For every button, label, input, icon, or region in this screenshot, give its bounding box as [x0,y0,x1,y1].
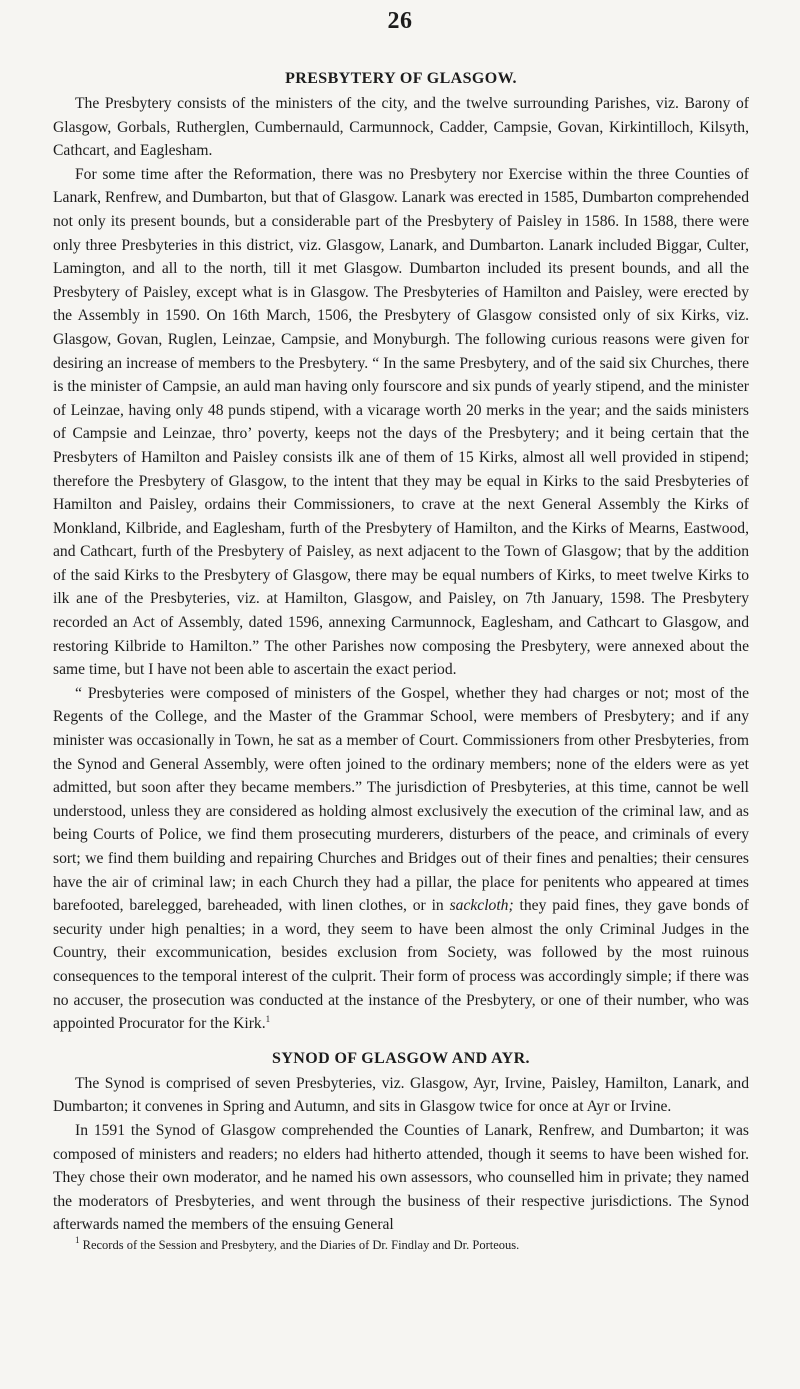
synod-title: SYNOD OF GLASGOW AND AYR. [272,1049,530,1067]
quote-text-part-1: “ Presbyteries were composed of ministers of the Gospel, whether they had charges or not; most of the Regents of the College, and the Master of the Grammar School, were members of Presbytery; and if any minister was occasionally in Town, he sat as a member of Court. Commissioners from other Presbyteries, from the Synod and General Assembly, were often joined to the ordinary members; none of the elders were as yet admitted, but soon after they became members.” The jurisdiction of Presbyteries, at this time, cannot be well understood, unless they are considered as holding almost exclusively the execution of the criminal law, and as being Courts of Police, we find them prosecuting murderers, disturbers of the peace, and criminals of every sort; we find them building and repairing Churches and Bridges out of their fines and penalties; their censures have the air of criminal law; in each Church they had a pillar, the place for penitents who appeared at times barefooted, barelegged, bareheaded, with linen clothes, or in [53,684,749,915]
footnote-marker: 1 [75,1234,80,1245]
synod-paragraph-1: The Synod is comprised of seven Presbyteries, viz. Glasgow, Ayr, Irvine, Paisley, Hamilton, Lanark, and Dumbarton; it convenes in Spring and Autumn, and sits in Glasgow twice for once at Ayr or Irvine. [53,1074,749,1116]
presbytery-paragraph-1: The Presbytery consists of the ministers of the city, and the twelve surrounding Parishes, viz. Barony of Glasgow, Gorbals, Rutherglen, Cumbernauld, Carmunnock, Cadder, Campsie, Govan, Kirkintilloch, Kilsyth, Cathcart, and Eaglesham. [53,95,749,160]
presbytery-title: PRESBYTERY OF GLASGOW. [285,70,517,87]
footnote-reference: 1 [265,1014,271,1025]
footnote-text: Records of the Session and Presbytery, and the Diaries of Dr. Findlay and Dr. Porteous. [82,1237,520,1252]
synod-paragraph-2: In 1591 the Synod of Glasgow comprehended the Counties of Lanark, Renfrew, and Dumbarton; it was composed of ministers and readers; no elders had hitherto attended, though it seems to have been wished for. They chose their own moderator, and he named his own assessors, who counselled him in private; they named the moderators of Presbyteries, and went through the business of their respective jurisdictions. The Synod afterwards named the members of the ensuing General [53,1121,749,1234]
quote-text-part-2: they paid fines, they gave bonds of security under high penalties; in a word, they seem to have been almost the only Criminal Judges in the Country, their excommunication, besides exclusion from Society, was followed by the most ruinous consequences to the temporal interest of the culprit. Their form of process was accordingly simple; if there was no accuser, the prosecution was conducted at the instance of the Presbytery, or one of their number, who was appointed Procurator for the Kirk. [53,897,749,1033]
footnote [53,1234,749,1254]
presbytery-paragraph-2: For some time after the Reformation, there was no Presbytery nor Exercise within the three Counties of Lanark, Renfrew, and Dumbarton, but that of Glasgow. Lanark was erected in 1585, Dumbarton comprehended not only its present bounds, but a considerable part of the Presbytery of Paisley in 1586. In 1588, there were only three Presbyteries in this district, viz. Glasgow, Lanark, and Dumbarton. Lanark included Biggar, Culter, Lamington, and all to the north, till it met Glasgow. Dumbarton included its present bounds, and all the Presbytery of Paisley, except what is in Glasgow. The Presbyteries of Hamilton and Paisley, were erected by the Assembly in 1590. On 16th March, 1506, the Presbytery of Glasgow consisted only of six Kirks, viz. Glasgow, Govan, Ruglen, Leinzae, Campsie, and Monyburgh. The following curious reasons were given for desiring an increase of members to the Presbytery. “ In the same Presbytery, and of the said six Churches, there is the minister of Campsie, an auld man having only fourscore and six punds of yearly stipend, and the minister of Leinzae, having only 48 punds stipend, with a vicarage worth 20 merks in the year; and the saids ministers of Campsie and Leinzae, thro’ poverty, keeps not the days of the Presbytery; and it being certain that the Presbyters of Hamilton and Paisley consists ilk ane of them of 15 Kirks, almost all well provided in stipend; therefore the Presbytery of Glasgow, to the intent that they may be equal in Kirks to the said Presbyteries of Hamilton and Paisley, ordains their Commissioners, to crave at the next General Assembly the Kirks of Monkland, Kilbride, and Eaglesham, furth of the Presbytery of Hamilton, and the Kirks of Mearns, Eastwood, and Cathcart, furth of the Presbytery of Paisley, as next adjacent to the Town of Glasgow; that by the addition of the said Kirks to the Presbytery of Glasgow, there may be equal numbers of Kirks, to meet twelve Kirks to ilk ane of the Presbyteries, viz. at Hamilton, Glasgow, and Paisley, on 7th January, 1598. The Presbytery recorded an Act of Assembly, dated 1596, annexing Carmunnock, Eaglesham, and Cathcart to Glasgow, and restoring Kilbride to Hamilton.” The other Parishes now composing the Presbytery, were annexed about the same time, but I have not been able to ascertain the exact period. [53,165,749,679]
page-number: 26 [387,8,413,34]
sackcloth-italic: sackcloth; [449,897,514,915]
page-content [53,68,749,1254]
presbytery-paragraph-3 [53,682,749,1036]
